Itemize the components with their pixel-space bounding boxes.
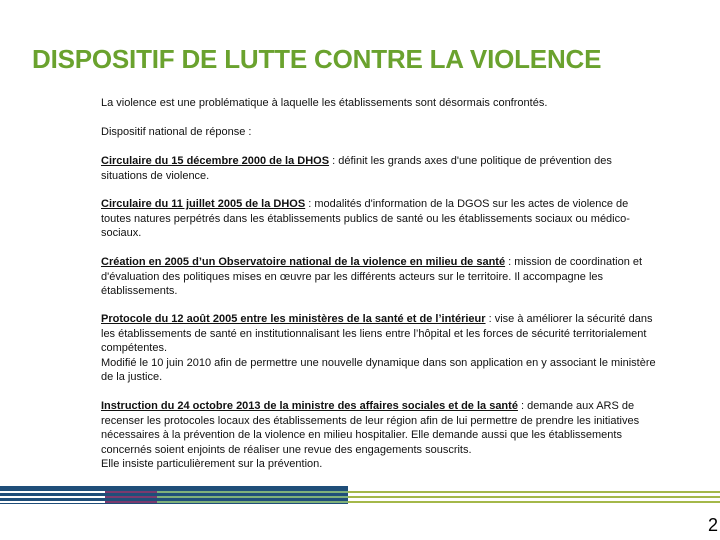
slide-title: DISPOSITIF DE LUTTE CONTRE LA VIOLENCE — [32, 44, 602, 74]
item-5 — [101, 399, 661, 472]
item-text: : demande aux ARS de recenser les protocoles locaux des établissements de leur région afin de lui permettre de prendre les initiatives nécessaires à la prévention de la violence en milieu hospitalier. Elle demande aussi que les établissements concernés soient enjoints de réaliser une revue des engagements souscrits. — [101, 400, 640, 456]
item-extra: Modifié le 10 juin 2010 afin de permettre une nouvelle dynamique dans son application en y associant le ministère de la justice. — [101, 356, 656, 383]
item-4 — [101, 312, 661, 385]
intro-text: La violence est une problématique à laquelle les établissements sont désormais confrontés. — [101, 97, 548, 109]
item-1 — [101, 154, 661, 183]
footer-stripes — [0, 486, 720, 505]
item-heading: Circulaire du 15 décembre 2000 de la DHOS — [101, 155, 330, 167]
item-3 — [101, 255, 661, 299]
item-text: : modalités d'information de la DGOS sur les actes de violence de toutes natures perpétrés dans les établissements publics de santé ou les établissements sociaux ou médico-sociaux. — [101, 198, 630, 239]
item-heading: Circulaire du 11 juillet 2005 de la DHOS — [101, 198, 306, 210]
subtitle-text: Dispositif national de réponse : — [101, 126, 252, 138]
item-heading: Instruction du 24 octobre 2013 de la ministre des affaires sociales et de la santé — [101, 400, 518, 412]
item-2 — [101, 197, 661, 241]
item-extra: Elle insiste particulièrement sur la prévention. — [101, 458, 323, 470]
item-text: : mission de coordination et d'évaluation des politiques mises en œuvre par les différents acteurs sur le territoire. Il accompagne les établissements. — [101, 256, 643, 297]
item-heading: Création en 2005 d’un Observatoire national de la violence en milieu de santé — [101, 256, 506, 268]
item-heading: Protocole du 12 août 2005 entre les ministères de la santé et de l’intérieur — [101, 313, 486, 325]
item-text: : définit les grands axes d'une politique de prévention des situations de violence. — [101, 155, 612, 182]
page-number: 2 — [707, 515, 718, 535]
item-text: : vise à améliorer la sécurité dans les établissements de santé en institutionnalisant les liens entre l’hôpital et les forces de sécurité territorialement compétentes. — [101, 313, 653, 354]
